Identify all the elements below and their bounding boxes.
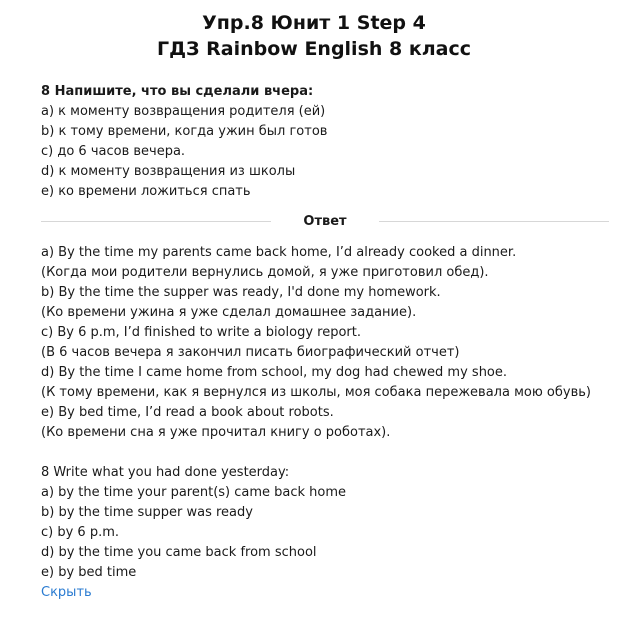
english-task-item-d: d) by the time you came back from school (41, 545, 317, 560)
task-item-d: d) к моменту возвращения из школы (41, 164, 296, 179)
answer-line-b-ru: (Ко времени ужина я уже сделал домашнее задание). (41, 305, 417, 320)
divider-line-left (41, 221, 271, 222)
task-heading: 8 Напишите, что вы сделали вчера: (41, 84, 314, 99)
answer-line-d-en: d) By the time I came home from school, my dog had chewed my shoe. (41, 365, 508, 380)
english-task-heading: 8 Write what you had done yesterday: (41, 465, 290, 480)
page-subtitle: ГДЗ Rainbow English 8 класс (156, 38, 472, 60)
divider-line-right (379, 221, 609, 222)
english-task-item-c: c) by 6 p.m. (41, 525, 120, 540)
task-russian (41, 82, 621, 202)
answer-line-d-ru: (К тому времени, как я вернулся из школы, моя собака пережевала мою обувь) (41, 385, 591, 400)
answer-line-c-ru: (В 6 часов вечера я закончил писать биографический отчет) (41, 345, 460, 360)
answer-block (41, 243, 621, 443)
answer-line-a-en: a) By the time my parents came back home, I’d already cooked a dinner. (41, 245, 517, 260)
answer-line-c-en: c) By 6 p.m, I’d finished to write a biology report. (41, 325, 361, 340)
answer-line-a-ru: (Когда мои родители вернулись домой, я уже приготовил обед). (41, 265, 489, 280)
task-item-a: a) к моменту возвращения родителя (ей) (41, 104, 326, 119)
english-task-item-a: a) by the time your parent(s) came back home (41, 485, 347, 500)
answer-divider (41, 212, 609, 232)
english-task-item-e: e) by bed time (41, 565, 137, 580)
task-item-e: e) ко времени ложиться спать (41, 184, 251, 199)
answer-label: Ответ (303, 214, 347, 229)
task-item-c: c) до 6 часов вечера. (41, 144, 186, 159)
english-task-item-b: b) by the time supper was ready (41, 505, 253, 520)
task-english (41, 463, 621, 583)
task-item-b: b) к тому времени, когда ужин был готов (41, 124, 328, 139)
answer-line-b-en: b) By the time the supper was ready, I'd done my homework. (41, 285, 441, 300)
hide-answer-link[interactable]: Скрыть (41, 585, 92, 600)
page-title: Упр.8 Юнит 1 Step 4 (202, 12, 426, 34)
answer-line-e-ru: (Ко времени сна я уже прочитал книгу о роботах). (41, 425, 391, 440)
answer-line-e-en: e) By bed time, I’d read a book about robots. (41, 405, 334, 420)
